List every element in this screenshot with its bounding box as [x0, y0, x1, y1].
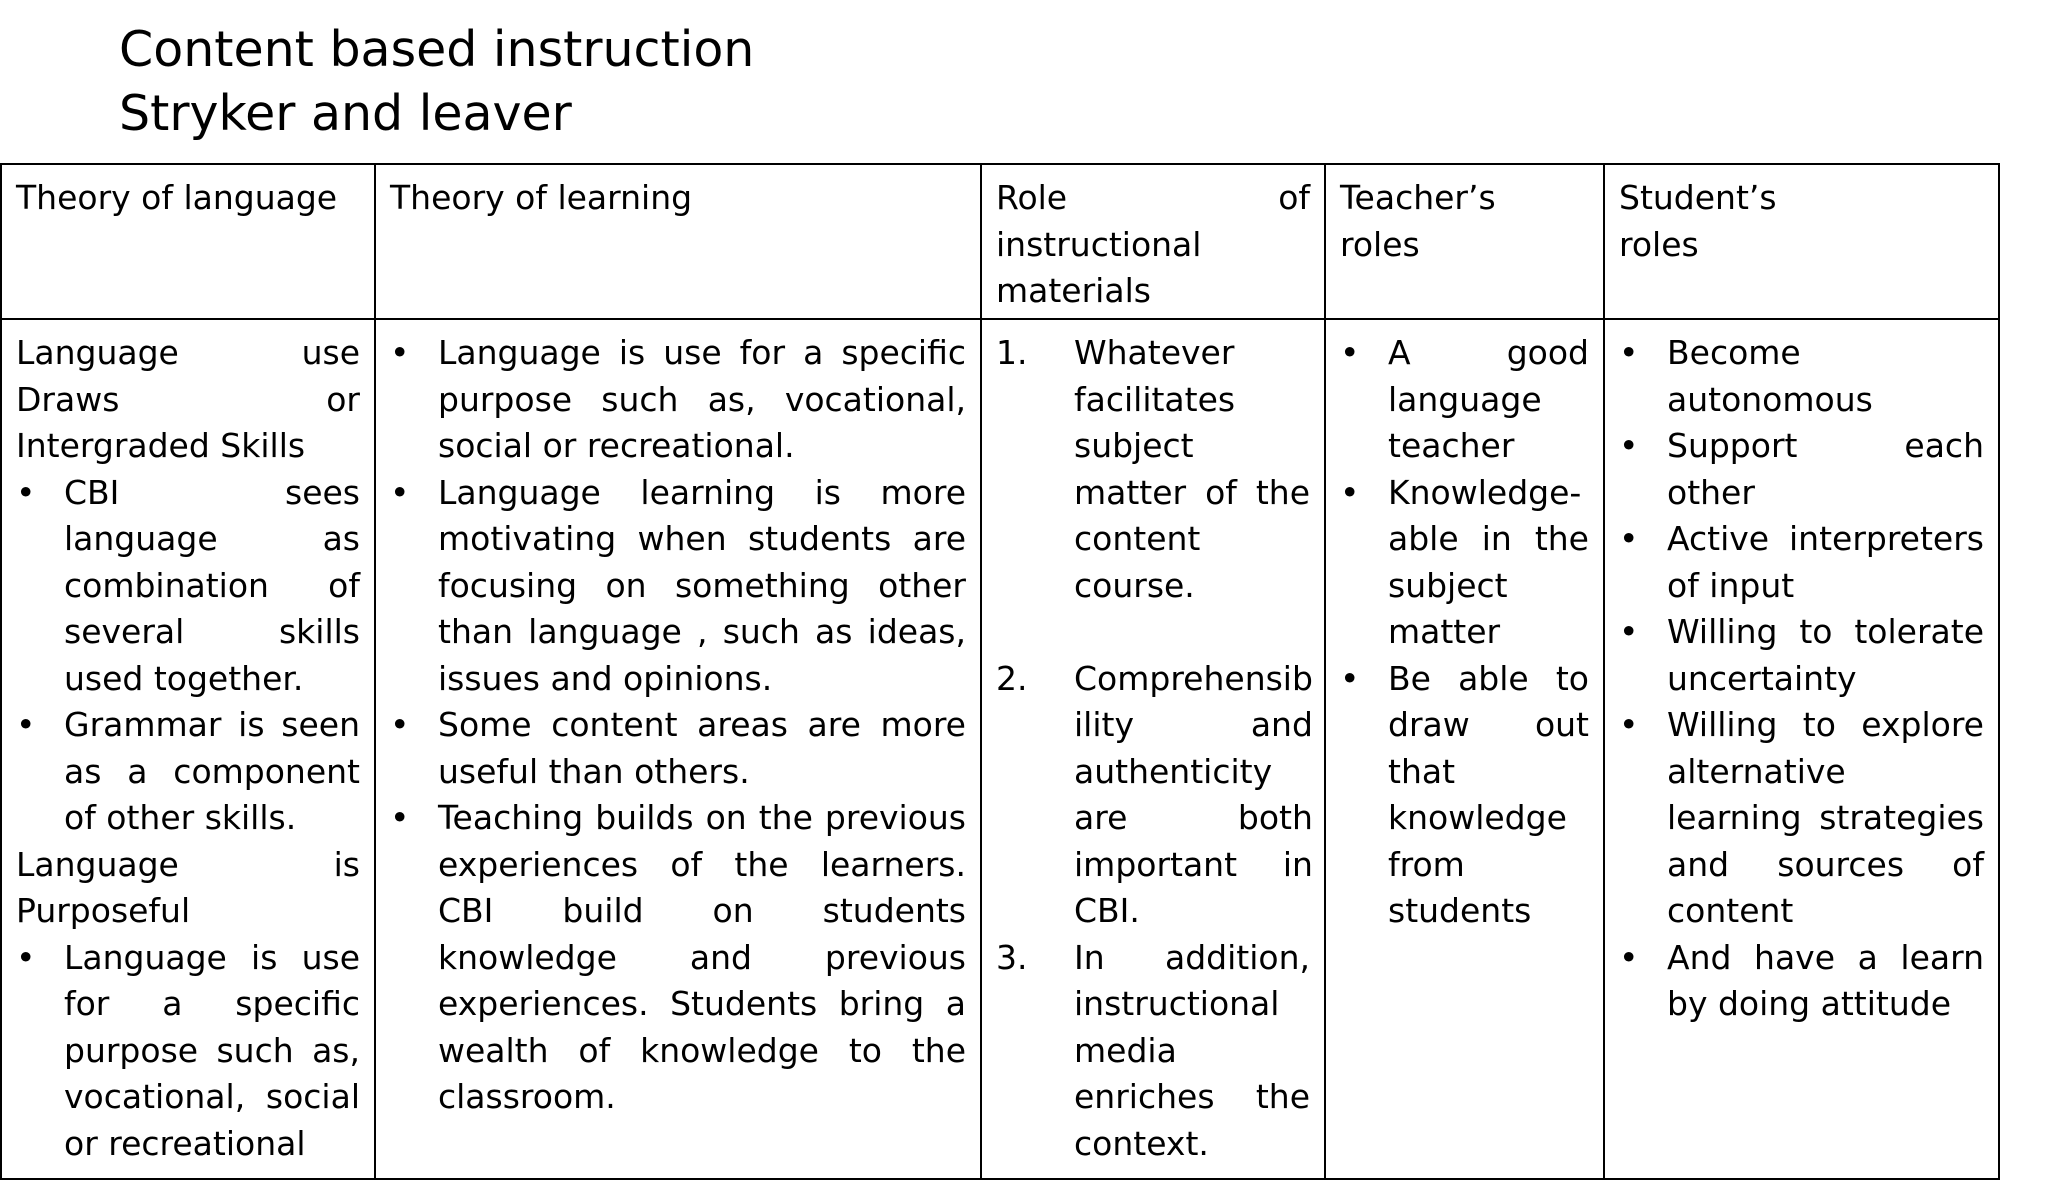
list-item: • Language is use for a specific purpose such as, vocational, social or recreational.: [390, 330, 966, 470]
list-item: • A good language teacher: [1340, 330, 1589, 470]
header-student-roles: [1604, 164, 1999, 319]
list-item: • And have a learn by doing attitude: [1619, 935, 1984, 1028]
list-item: • Become autonomous: [1619, 330, 1984, 423]
list-item: • Knowledge-able in the subject matter: [1340, 470, 1589, 656]
list-item: [996, 656, 1313, 935]
list-item: • Be able to draw out that knowledge from students: [1340, 656, 1589, 935]
cbi-table: [0, 163, 2000, 1180]
list-item: • Some content areas are more useful than others.: [390, 702, 966, 795]
language-purposeful: Language is Purposeful: [16, 844, 360, 930]
language-bullets-2: [16, 935, 360, 1168]
cell-student-roles: [1604, 319, 1999, 1179]
list-item: • Language learning is more motivating when students are focusing on something other than language , such as ideas, issues and opinions.: [390, 470, 966, 703]
list-item: • Language is use for a specific purpose such as, vocational, social or recreational: [16, 935, 360, 1168]
header-role-line-1: [996, 175, 1310, 222]
title-line-2: Stryker and leaver: [119, 85, 572, 142]
header-teacher-roles: [1325, 164, 1604, 319]
language-bullets-1: [16, 470, 360, 842]
header-theory-of-learning: Theory of learning: [375, 164, 981, 319]
item-text: Comprehensib ility and authenticity are both important in CBI.: [1074, 658, 1313, 930]
teacher-bullets: [1340, 330, 1589, 935]
item-text: In addition, instructional media enriches the context.: [1074, 937, 1310, 1163]
header-of-word: of: [1278, 178, 1310, 217]
header-student-line-1: Student’s: [1619, 178, 1777, 217]
header-student-line-2: roles: [1619, 224, 1699, 264]
header-role-word: Role: [996, 178, 1068, 217]
list-item: [996, 330, 1310, 609]
student-bullets: [1619, 330, 1984, 1028]
materials-list: [996, 330, 1313, 1167]
slide-title: [119, 18, 754, 146]
item-number: 2.: [996, 658, 1028, 698]
cell-theory-of-learning: [375, 319, 981, 1179]
list-item: • Willing to tolerate uncertainty: [1619, 609, 1984, 702]
item-text: Whatever facilitates subject matter of the content course.: [1074, 333, 1310, 605]
content-row: [1, 319, 1999, 1179]
learning-bullets: [390, 330, 966, 1121]
list-item: • Willing to explore alternative learning strategies and sources of content: [1619, 702, 1984, 935]
header-row: [1, 164, 1999, 319]
list-item: • Support each other: [1619, 423, 1984, 516]
header-role-line-2: instructional materials: [996, 224, 1202, 310]
cell-theory-of-language: [1, 319, 375, 1179]
header-theory-of-language: Theory of language: [1, 164, 375, 319]
cell-teacher-roles: [1325, 319, 1604, 1179]
item-number: 3.: [996, 937, 1028, 977]
list-item: [996, 935, 1310, 1168]
cell-role-of-materials: [981, 319, 1325, 1179]
list-item: • Active interpreters of input: [1619, 516, 1984, 609]
list-item: • CBI sees language as combination of several skills used together.: [16, 470, 360, 703]
title-line-1: Content based instruction: [119, 21, 755, 78]
header-teacher-line-2: roles: [1340, 224, 1420, 264]
header-teacher-line-1: Teacher’s: [1340, 178, 1496, 217]
header-role-of-materials: [981, 164, 1325, 319]
list-item: • Teaching builds on the previous experiences of the learners. CBI build on students knowledge and previous experiences. Students bring a wealth of knowledge to the classroom.: [390, 795, 966, 1121]
language-intro: Language use Draws or Intergraded Skills: [16, 333, 360, 465]
item-number: 1.: [996, 333, 1028, 372]
list-item: • Grammar is seen as a component of other skills.: [16, 702, 360, 842]
